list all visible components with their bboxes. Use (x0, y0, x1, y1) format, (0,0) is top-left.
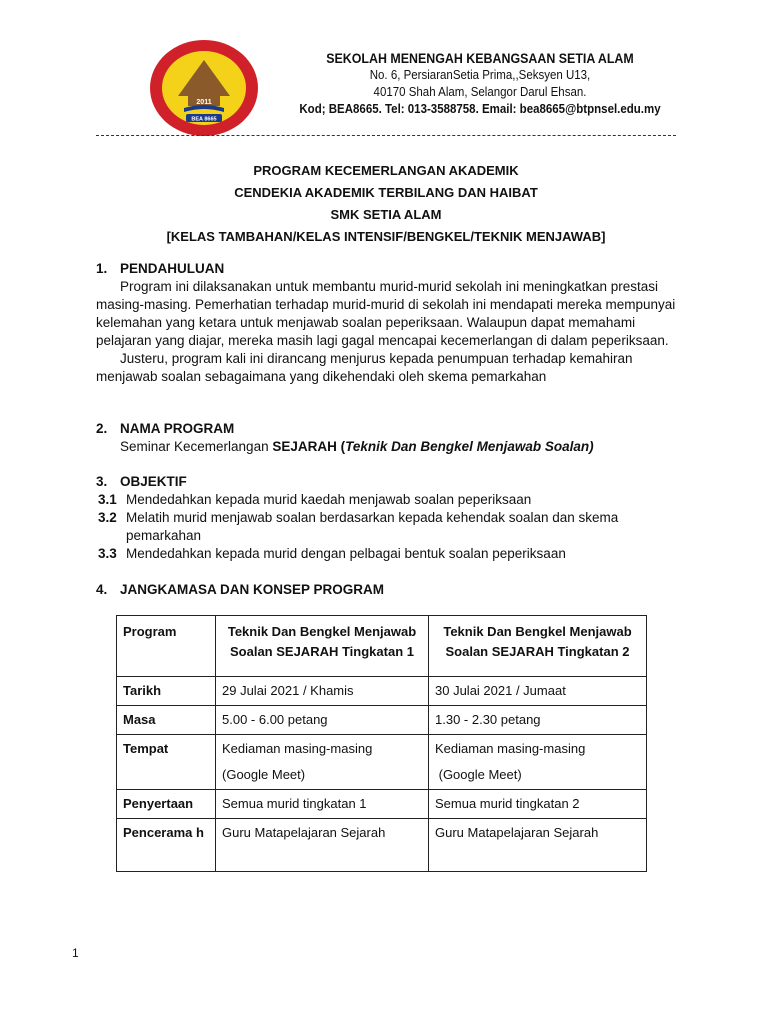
program-open-paren: ( (336, 439, 346, 454)
table-row (117, 706, 647, 735)
section-3-number: 3. (96, 474, 108, 489)
page-number: 1 (72, 946, 79, 960)
table-row-label: Penyertaan (117, 790, 216, 819)
title-line-1: PROGRAM KECEMERLANGAN AKADEMIK (253, 163, 519, 178)
section-1-paragraph-2: Justeru, program kali ini dirancang menjurus kepada penumpuan terhadap kemahiran menjawab soalan sebagaimana yang dikehendaki oleh skema pemarkahan (96, 351, 633, 384)
table-cell: Guru Matapelajaran Sejarah (429, 819, 647, 872)
table-cell (216, 735, 429, 790)
svg-text:2011: 2011 (196, 99, 212, 106)
section-nama-program (96, 420, 692, 456)
letterhead-divider (96, 135, 676, 136)
table-row-label: Masa (117, 706, 216, 735)
table-cell-line: (Google Meet) (435, 767, 522, 782)
objective-number: 3.1 (98, 492, 117, 507)
school-address-1: No. 6, PersiaranSetia Prima,,Seksyen U13, (369, 68, 591, 82)
objective-item (98, 509, 692, 545)
program-italic-title: Teknik Dan Bengkel Menjawab Soalan) (345, 439, 594, 454)
table-row (117, 790, 647, 819)
table-row-label: Pencerama h (117, 819, 216, 872)
objective-item (98, 545, 692, 563)
program-name-prefix: Seminar Kecemerlangan (120, 439, 273, 454)
table-header-col2: Teknik Dan Bengkel Menjawab Soalan SEJARAH Tingkatan 2 (429, 616, 647, 677)
table-row-label: Tarikh (117, 677, 216, 706)
program-subject: SEJARAH (272, 439, 337, 454)
objective-number: 3.2 (98, 510, 117, 525)
section-2-number: 2. (96, 421, 108, 436)
table-cell-line: (Google Meet) (222, 767, 306, 782)
table-header-row (117, 616, 647, 677)
section-objektif (96, 473, 692, 563)
document-title (96, 160, 676, 248)
table-cell: 30 Julai 2021 / Jumaat (429, 677, 647, 706)
table-cell-line: Kediaman masing-masing (435, 741, 586, 756)
objective-text: Melatih murid menjawab soalan berdasarkan kepada kehendak soalan dan skema pemarkahan (126, 510, 619, 543)
section-1-paragraph-1: Program ini dilaksanakan untuk membantu murid-murid sekolah ini meningkatkan prestasi masing-masing. Pemerhatian terhadap murid-murid di sekolah ini mendapati mereka mempunyai kelemahan yang ketara untuk menjawab soalan peperiksaan. Walaupun dapat memahami pelajaran yang diajar, mereka masih lagi gagal mencapai kecemerlangan di dalam peperiksaan. (96, 279, 676, 348)
section-pendahuluan (96, 260, 692, 386)
section-3-heading: OBJEKTIF (120, 474, 187, 489)
table-cell: 5.00 - 6.00 petang (216, 706, 429, 735)
table-row (117, 819, 647, 872)
section-1-number: 1. (96, 261, 108, 276)
table-cell: Semua murid tingkatan 2 (429, 790, 647, 819)
table-cell: Semua murid tingkatan 1 (216, 790, 429, 819)
letterhead (270, 50, 690, 118)
table-cell: Guru Matapelajaran Sejarah (216, 819, 429, 872)
table-header-col1: Teknik Dan Bengkel Menjawab Soalan SEJARAH Tingkatan 1 (216, 616, 429, 677)
school-logo (148, 38, 260, 138)
title-line-2: CENDEKIA AKADEMIK TERBILANG DAN HAIBAT (234, 185, 538, 200)
table-row-label: Tempat (117, 735, 216, 790)
table-cell-line: Kediaman masing-masing (222, 741, 373, 756)
section-jangkamasa (96, 581, 692, 599)
title-line-3: SMK SETIA ALAM (330, 207, 442, 222)
svg-text:BEA 8665: BEA 8665 (191, 116, 217, 123)
program-name (96, 438, 692, 456)
section-4-heading: JANGKAMASA DAN KONSEP PROGRAM (120, 582, 385, 597)
objective-number: 3.3 (98, 546, 117, 561)
objective-item (98, 491, 692, 509)
table-cell: 29 Julai 2021 / Khamis (216, 677, 429, 706)
table-header-label: Program (117, 616, 216, 677)
section-2-heading: NAMA PROGRAM (120, 421, 235, 436)
title-line-4: [KELAS TAMBAHAN/KELAS INTENSIF/BENGKEL/TEKNIK MENJAWAB] (166, 229, 606, 244)
school-name: SEKOLAH MENENGAH KEBANGSAAN SETIA ALAM (326, 51, 634, 66)
program-table (116, 615, 647, 872)
school-contact: Kod; BEA8665. Tel: 013-3588758. Email: bea8665@btpnsel.edu.my (299, 102, 661, 116)
objective-text: Mendedahkan kepada murid kaedah menjawab soalan peperiksaan (126, 492, 532, 507)
objective-text: Mendedahkan kepada murid dengan pelbagai bentuk soalan peperiksaan (126, 546, 566, 561)
section-1-heading: PENDAHULUAN (120, 261, 225, 276)
table-row (117, 677, 647, 706)
school-address-2: 40170 Shah Alam, Selangor Darul Ehsan. (373, 85, 587, 99)
table-row (117, 735, 647, 790)
table-cell: 1.30 - 2.30 petang (429, 706, 647, 735)
section-4-number: 4. (96, 582, 108, 597)
table-cell (429, 735, 647, 790)
